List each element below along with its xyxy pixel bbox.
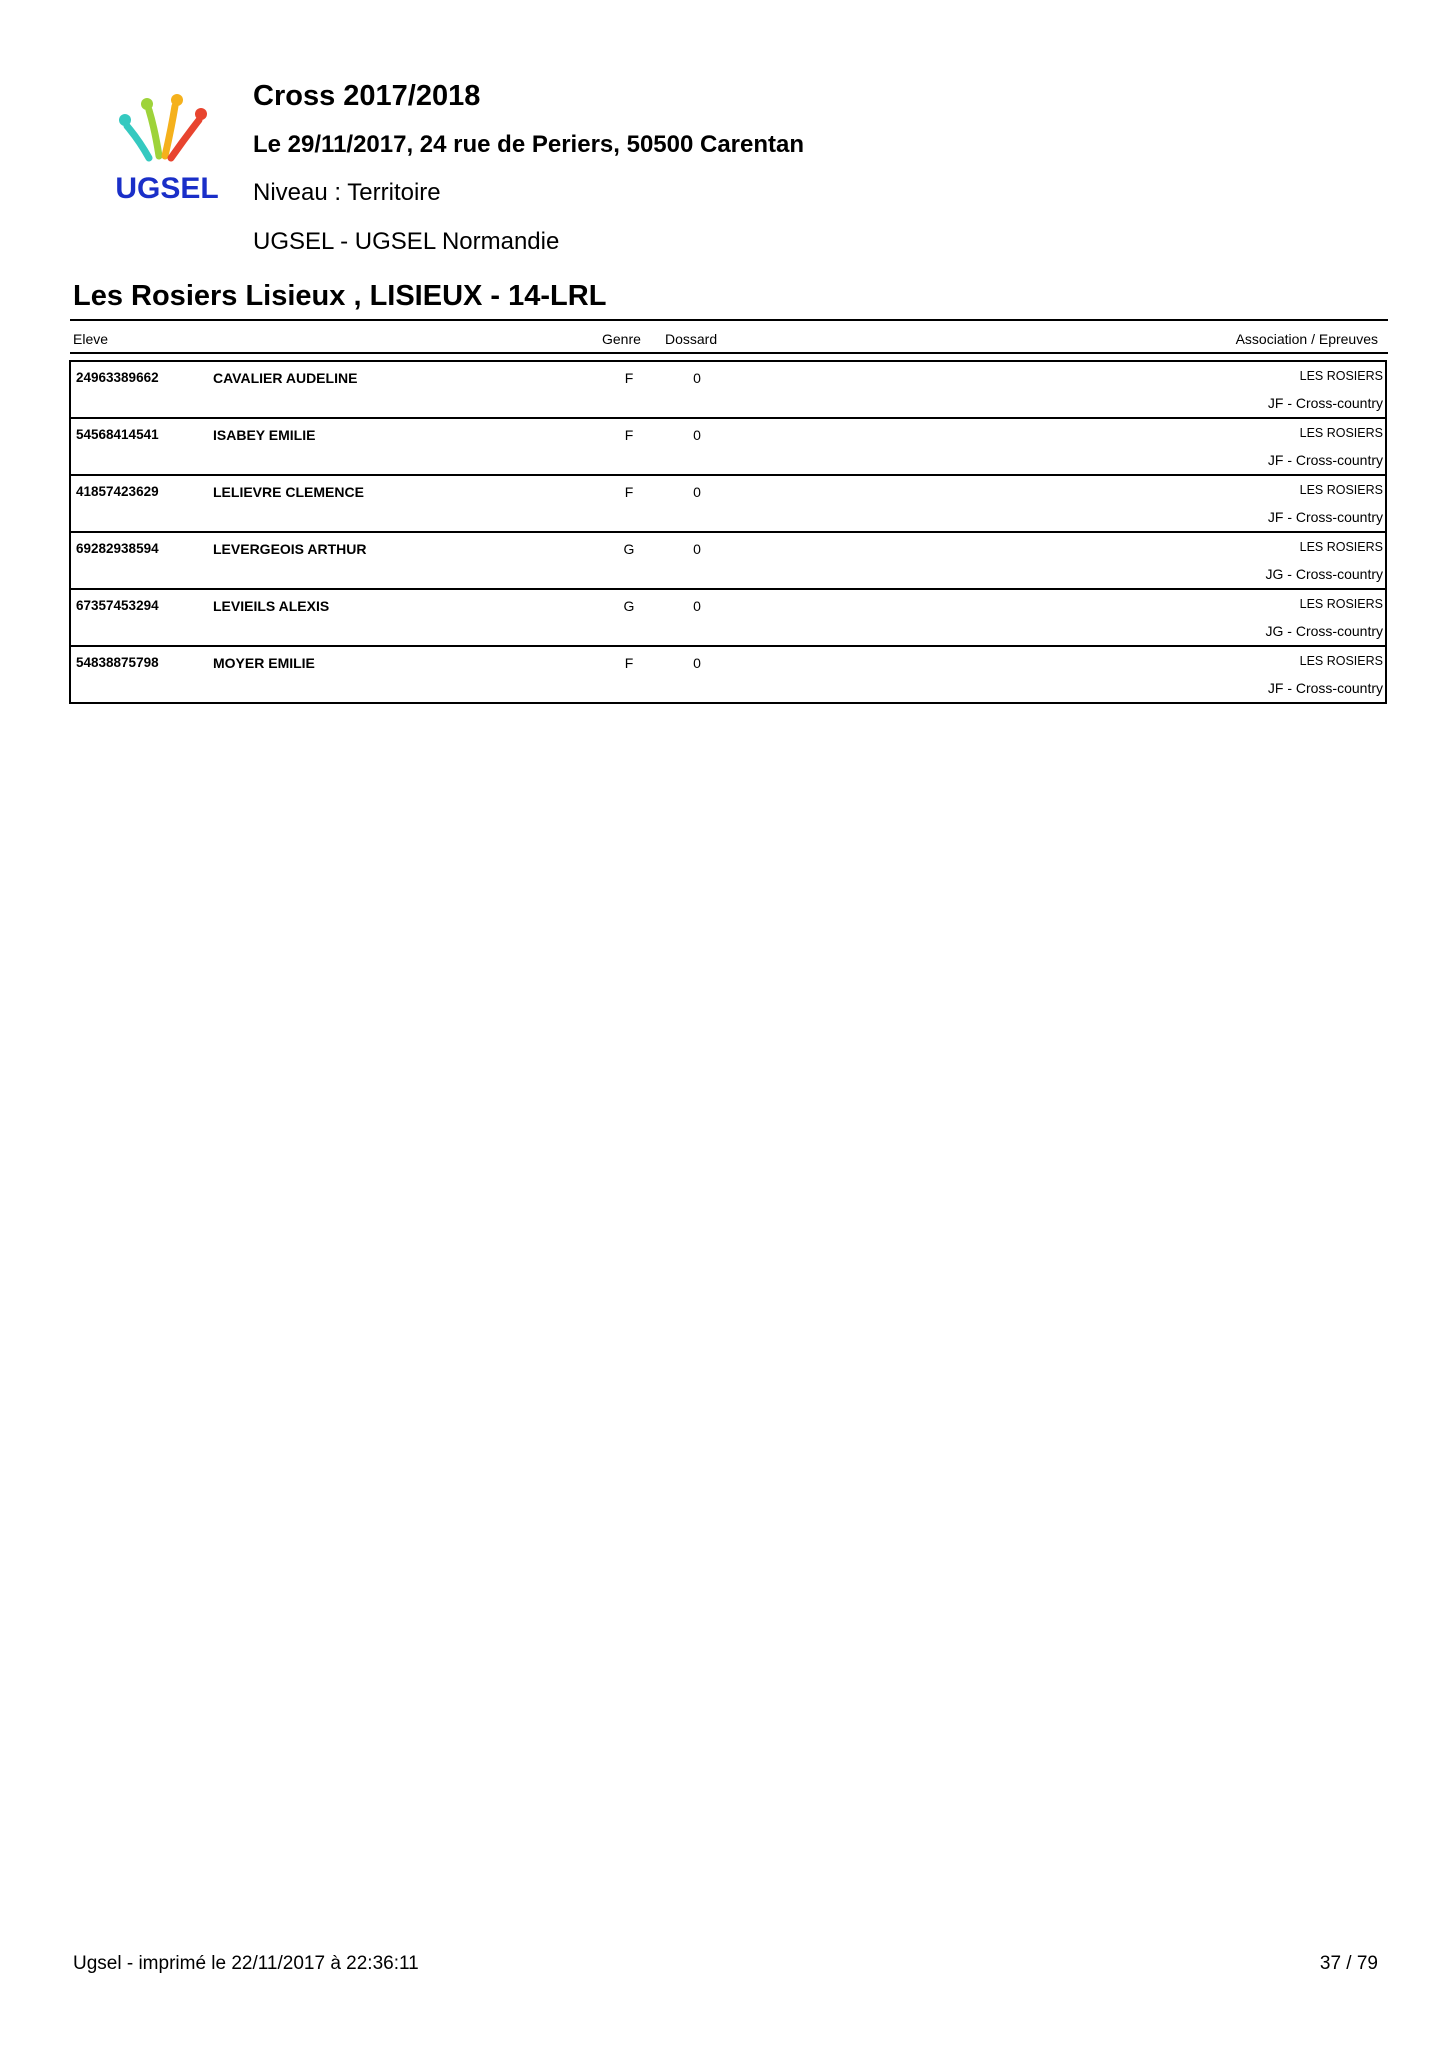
student-id: 41857423629 bbox=[76, 484, 159, 499]
student-association: LES ROSIERS bbox=[1299, 426, 1383, 440]
student-epreuve: JF - Cross-country bbox=[1267, 452, 1383, 468]
student-name: ISABEY EMILIE bbox=[213, 427, 316, 443]
student-association: LES ROSIERS bbox=[1299, 369, 1383, 383]
student-genre: G bbox=[623, 541, 635, 557]
student-id: 54838875798 bbox=[76, 655, 159, 670]
student-id: 67357453294 bbox=[76, 598, 159, 613]
student-genre: F bbox=[624, 655, 634, 671]
column-header-eleve: Eleve bbox=[73, 331, 109, 347]
ugsel-logo bbox=[105, 80, 235, 210]
table-row bbox=[71, 362, 1385, 419]
student-dossard: 0 bbox=[693, 598, 701, 614]
student-name: CAVALIER AUDELINE bbox=[213, 370, 358, 386]
student-id: 69282938594 bbox=[76, 541, 159, 556]
event-level: Niveau : Territoire bbox=[253, 179, 441, 206]
student-association: LES ROSIERS bbox=[1299, 597, 1383, 611]
student-genre: F bbox=[624, 427, 634, 443]
student-name: LEVERGEOIS ARTHUR bbox=[213, 541, 367, 557]
header-divider-top bbox=[70, 319, 1388, 321]
student-genre: F bbox=[624, 370, 634, 386]
student-association: LES ROSIERS bbox=[1299, 483, 1383, 497]
event-date-location: Le 29/11/2017, 24 rue de Periers, 50500 Carentan bbox=[253, 131, 805, 158]
student-association: LES ROSIERS bbox=[1299, 540, 1383, 554]
student-dossard: 0 bbox=[693, 655, 701, 671]
column-header-genre: Genre bbox=[602, 331, 641, 347]
student-genre: G bbox=[623, 598, 635, 614]
student-association: LES ROSIERS bbox=[1299, 654, 1383, 668]
footer-print-date: Ugsel - imprimé le 22/11/2017 à 22:36:11 bbox=[73, 1953, 419, 1974]
student-genre: F bbox=[624, 484, 634, 500]
column-header-association: Association / Epreuves bbox=[1235, 331, 1378, 347]
ugsel-logo-icon bbox=[105, 80, 235, 210]
event-title: Cross 2017/2018 bbox=[253, 80, 481, 112]
student-dossard: 0 bbox=[693, 370, 701, 386]
logo-text: UGSEL bbox=[115, 172, 219, 205]
student-name: MOYER EMILIE bbox=[213, 655, 315, 671]
student-dossard: 0 bbox=[693, 427, 701, 443]
student-name: LEVIEILS ALEXIS bbox=[213, 598, 330, 614]
student-dossard: 0 bbox=[693, 484, 701, 500]
student-id: 54568414541 bbox=[76, 427, 159, 442]
student-epreuve: JG - Cross-country bbox=[1265, 623, 1383, 639]
students-table bbox=[69, 360, 1387, 704]
table-row bbox=[71, 476, 1385, 533]
student-epreuve: JF - Cross-country bbox=[1267, 680, 1383, 696]
student-name: LELIEVRE CLEMENCE bbox=[213, 484, 364, 500]
student-epreuve: JF - Cross-country bbox=[1267, 395, 1383, 411]
student-dossard: 0 bbox=[693, 541, 701, 557]
event-region: UGSEL - UGSEL Normandie bbox=[253, 228, 560, 255]
header-divider-bottom bbox=[70, 352, 1388, 354]
student-epreuve: JF - Cross-country bbox=[1267, 509, 1383, 525]
student-epreuve: JG - Cross-country bbox=[1265, 566, 1383, 582]
table-row bbox=[71, 590, 1385, 647]
table-row bbox=[71, 419, 1385, 476]
table-row bbox=[71, 647, 1385, 702]
column-header-dossard: Dossard bbox=[665, 331, 718, 347]
school-title: Les Rosiers Lisieux , LISIEUX - 14-LRL bbox=[73, 280, 607, 312]
footer-page-number: 37 / 79 bbox=[1319, 1953, 1378, 1974]
student-id: 24963389662 bbox=[76, 370, 159, 385]
table-row bbox=[71, 533, 1385, 590]
